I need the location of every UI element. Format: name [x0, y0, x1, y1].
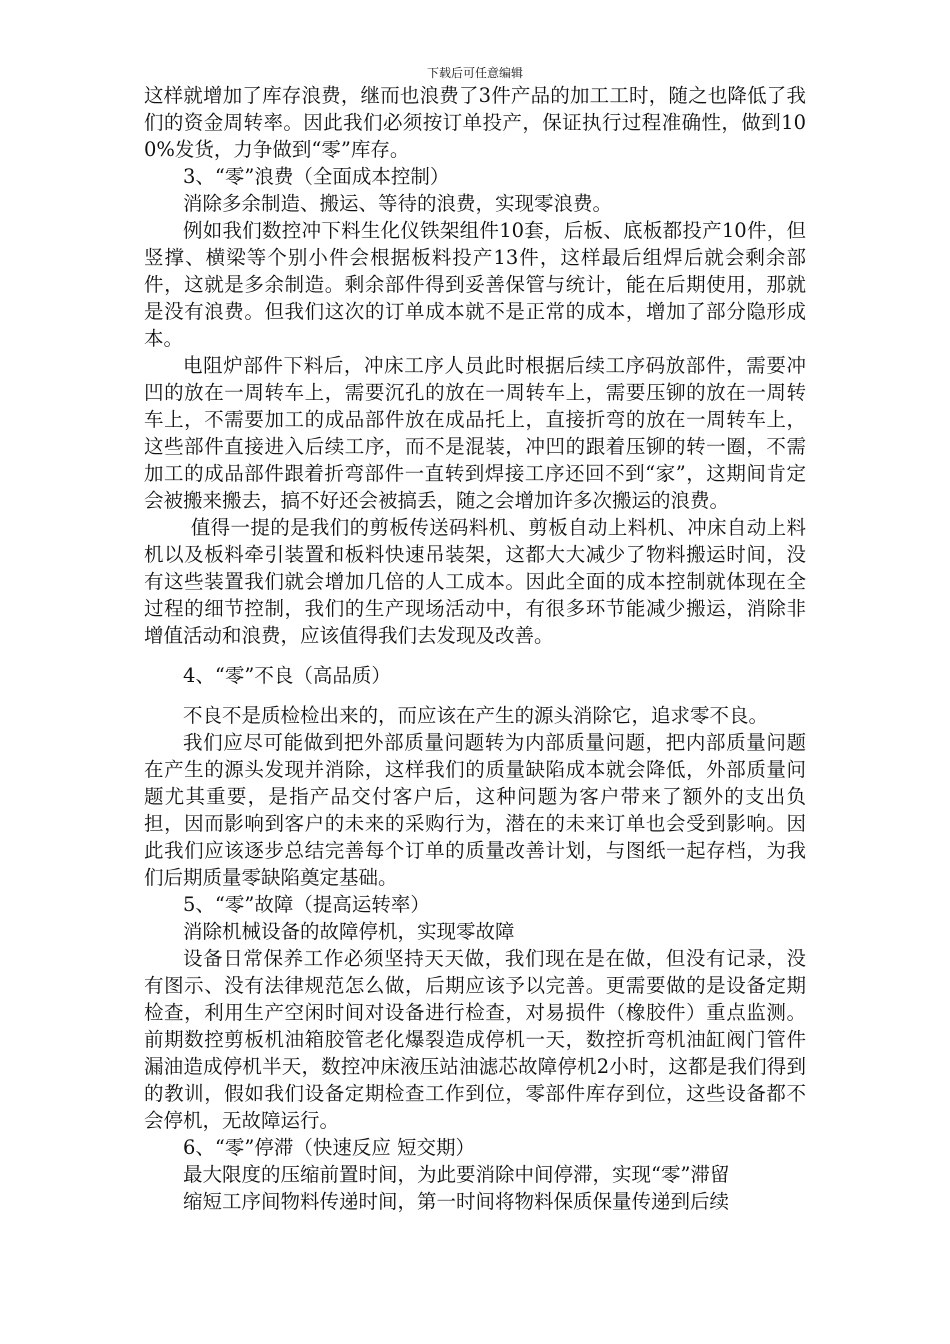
page-header: 下载后可任意编辑 [426, 66, 523, 80]
paragraph: 例如我们数控冲下料生化仪铁架组件10套，后板、底板都投产10件，但竖撑、横梁等个别小件会根据板料投产13件，这样最后组焊后就会剩余部件，这就是多余制造。剩余部件得到妥善保管与统计，能在后期使用，那就是没有浪费。但我们这次的订单成本就不是正常的成本，增加了部分隐形成本。 [144, 219, 806, 350]
paragraph: 设备日常保养工作必须坚持天天做，我们现在是在做，但没有记录，没有图示、没有法律规范怎么做，后期应该予以完善。更需要做的是设备定期检查，利用生产空闲时间对设备进行检查，对易损件（橡胶件）重点监测。前期数控剪板机油箱胶管老化爆裂造成停机一天，数控折弯机油缸阀门管件漏油造成停机半天，数控冲床液压站油滤芯故障停机2小时，这都是我们得到的教训，假如我们设备定期检查工作到位，零部件库存到位，这些设备都不会停机，无故障运行。 [144, 947, 806, 1132]
paragraph: 消除多余制造、搬运、等待的浪费，实现零浪费。 [183, 192, 613, 215]
document-body [144, 82, 806, 1215]
paragraph: 最大限度的压缩前置时间，为此要消除中间停滞，实现“零”滞留 [183, 1163, 730, 1186]
section-heading-6: 6、“零”停滞（快速反应 短交期） [183, 1136, 476, 1159]
paragraph: 我们应尽可能做到把外部质量问题转为内部质量问题，把内部质量问题在产生的源头发现并消除，这样我们的质量缺陷成本就会降低，外部质量问题尤其重要，是指产品交付客户后，这种问题为客户带来了额外的支出负担，因而影响到客户的未来的采购行为，潜在的未来订单也会受到影响。因此我们应该逐步总结完善每个订单的质量改善计划，与图纸一起存档，为我们后期质量零缺陷奠定基础。 [144, 731, 806, 889]
section-heading-5: 5、“零”故障（提高运转率） [183, 893, 430, 916]
paragraph: 缩短工序间物料传递时间，第一时间将物料保质保量传递到后续 [183, 1190, 730, 1213]
paragraph: 值得一提的是我们的剪板传送码料机、剪板自动上料机、冲床自动上料机以及板料牵引装置和板料快速吊装架，这都大大减少了物料搬运时间，没有这些装置我们就会增加几倍的人工成本。因此全面的成本控制就体现在全过程的细节控制，我们的生产现场活动中，有很多环节能减少搬运，消除非增值活动和浪费，应该值得我们去发现及改善。 [144, 516, 806, 647]
section-heading-4: 4、“零”不良（高品质） [183, 664, 391, 687]
paragraph: 这样就增加了库存浪费，继而也浪费了3件产品的加工工时，随之也降低了我们的资金周转率。因此我们必须按订单投产，保证执行过程准确性，做到100%发货，力争做到“零”库存。 [144, 84, 806, 161]
paragraph: 电阻炉部件下料后，冲床工序人员此时根据后续工序码放部件，需要冲凹的放在一周转车上，需要沉孔的放在一周转车上，需要压铆的放在一周转车上，不需要加工的成品部件放在成品托上，直接折弯的放在一周转车上，这些部件直接进入后续工序，而不是混装，冲凹的跟着压铆的转一圈，不需加工的成品部件跟着折弯部件一直转到焊接工序还回不到“家”，这期间肯定会被搬来搬去，搞不好还会被搞丢，随之会增加许多次搬运的浪费。 [144, 354, 806, 512]
paragraph: 不良不是质检检出来的，而应该在产生的源头消除它，追求零不良。 [183, 704, 769, 727]
section-heading-3: 3、“零”浪费（全面成本控制） [183, 165, 450, 188]
paragraph: 消除机械设备的故障停机，实现零故障 [183, 920, 515, 943]
